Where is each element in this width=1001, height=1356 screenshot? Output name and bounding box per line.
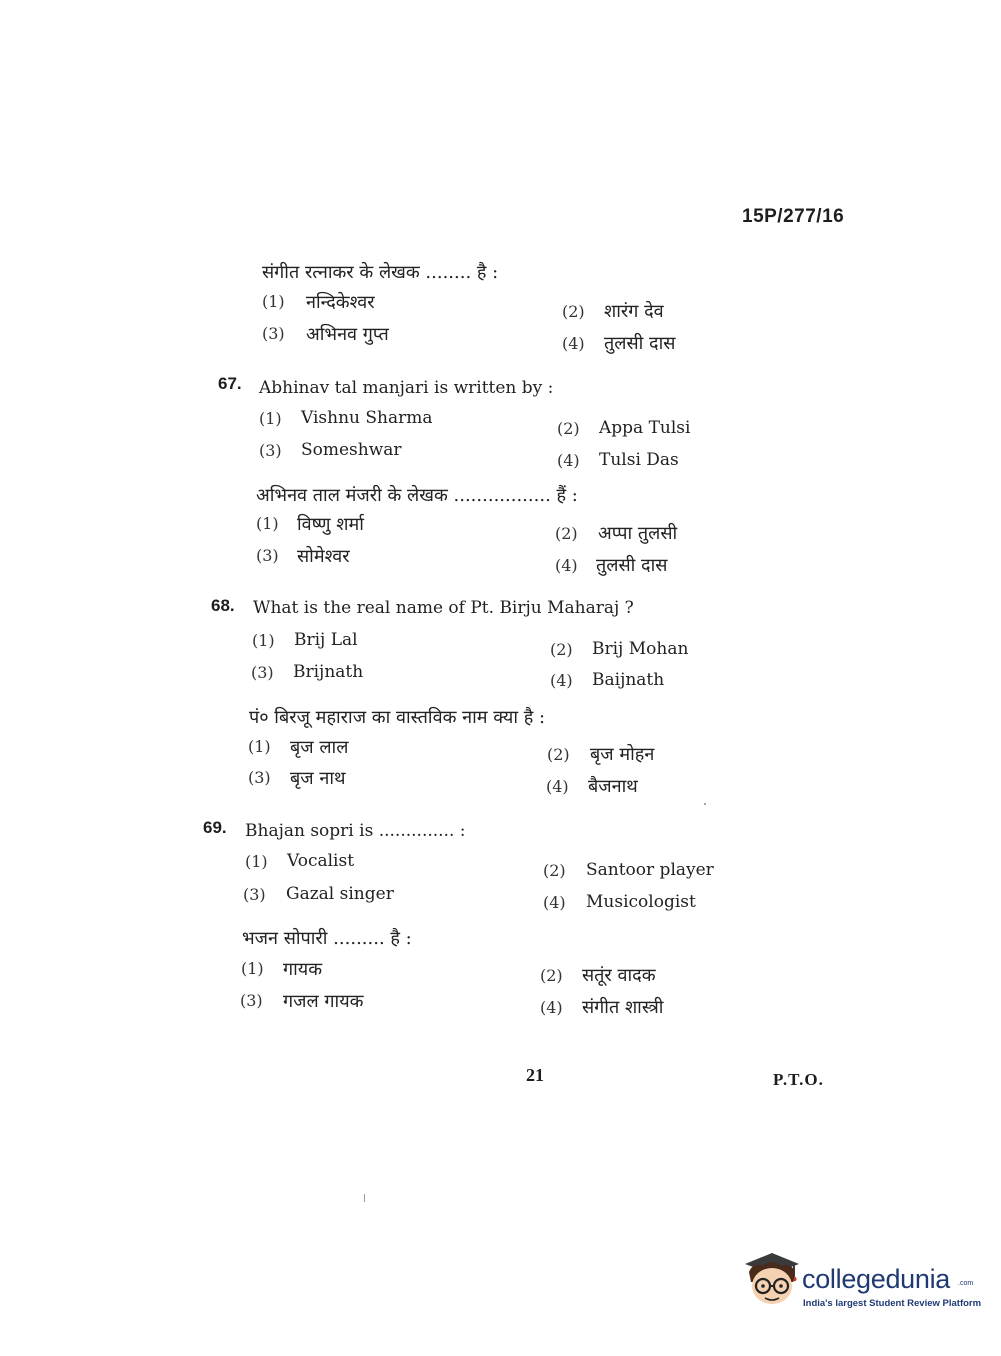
q66-hindi-opt3-num: (3) <box>262 324 285 343</box>
q68-hindi-opt2-text: बृज मोहन <box>590 744 655 765</box>
q69-hindi-text: भजन सोपारी ......... है : <box>242 928 412 949</box>
q67-opt4-text: Tulsi Das <box>599 450 679 470</box>
q69-text: Bhajan sopri is .............. : <box>245 821 466 841</box>
q67-hindi-opt2-text: अप्पा तुलसी <box>598 523 678 544</box>
scan-speck <box>704 803 706 805</box>
brand-tagline: India's largest Student Review Platform <box>803 1298 982 1309</box>
q66-hindi-opt2-text: शारंग देव <box>604 301 664 322</box>
q66-hindi-opt4-text: तुलसी दास <box>604 333 676 354</box>
q67-hindi-opt1-num: (1) <box>256 514 279 533</box>
q66-hindi-opt1-text: नन्दिकेश्वर <box>306 292 375 313</box>
q68-hindi-opt2-num: (2) <box>547 745 570 764</box>
q69-opt2-text: Santoor player <box>586 860 714 880</box>
q68-opt1-text: Brij Lal <box>294 630 358 650</box>
q68-hindi-opt4-text: बैजनाथ <box>588 776 638 797</box>
q67-hindi-opt1-text: विष्णु शर्मा <box>297 514 364 535</box>
pto-label: P.T.O. <box>773 1070 824 1089</box>
q69-opt1-num: (1) <box>245 852 268 871</box>
q67-hindi-opt4-num: (4) <box>555 556 578 575</box>
q69-hindi-opt1-num: (1) <box>241 959 264 978</box>
collegedunia-mascot-icon <box>741 1248 803 1310</box>
q68-opt3-text: Brijnath <box>293 662 364 682</box>
q67-opt3-num: (3) <box>259 441 282 460</box>
q69-hindi-opt2-num: (2) <box>540 966 563 985</box>
q69-number: 69. <box>203 818 227 837</box>
q67-opt2-text: Appa Tulsi <box>599 418 691 438</box>
q67-hindi-opt2-num: (2) <box>555 524 578 543</box>
q67-text: Abhinav tal manjari is written by : <box>259 378 554 398</box>
q67-opt1-num: (1) <box>259 409 282 428</box>
q68-opt2-text: Brij Mohan <box>592 639 689 659</box>
q69-opt2-num: (2) <box>543 861 566 880</box>
q66-hindi-opt3-text: अभिनव गुप्त <box>306 324 389 345</box>
page-number: 21 <box>526 1065 544 1085</box>
brand-name: collegedunia <box>802 1264 951 1294</box>
q69-opt4-num: (4) <box>543 893 566 912</box>
q67-number: 67. <box>218 374 242 393</box>
brand-suffix: .com <box>958 1280 974 1287</box>
q68-opt4-num: (4) <box>550 671 573 690</box>
paper-code: 15P/277/16 <box>742 206 845 227</box>
q67-opt3-text: Someshwar <box>301 440 402 460</box>
q69-hindi-opt4-text: संगीत शास्त्री <box>582 997 664 1018</box>
q66-hindi-opt4-num: (4) <box>562 334 585 353</box>
q67-opt2-num: (2) <box>557 419 580 438</box>
q68-hindi-opt3-num: (3) <box>248 768 271 787</box>
q68-hindi-opt1-text: बृज लाल <box>290 737 349 758</box>
q67-opt1-text: Vishnu Sharma <box>301 408 433 428</box>
q67-hindi-opt3-text: सोमेश्वर <box>297 546 350 567</box>
q69-opt1-text: Vocalist <box>287 851 355 871</box>
q68-hindi-opt3-text: बृज नाथ <box>290 768 346 789</box>
q66-hindi-text: संगीत रत्नाकर के लेखक ........ है : <box>262 262 499 283</box>
q69-hindi-opt3-num: (3) <box>240 991 263 1010</box>
q67-opt4-num: (4) <box>557 451 580 470</box>
q69-hindi-opt3-text: गजल गायक <box>283 991 364 1012</box>
q69-opt3-text: Gazal singer <box>286 884 394 904</box>
q66-hindi-opt1-num: (1) <box>262 292 285 311</box>
q68-hindi-text: पं० बिरजू महाराज का वास्तविक नाम क्या है : <box>249 707 546 728</box>
scan-mark <box>364 1194 365 1202</box>
q67-hindi-text: अभिनव ताल मंजरी के लेखक ................. हैं : <box>256 485 578 506</box>
q67-hindi-opt3-num: (3) <box>256 546 279 565</box>
q68-text: What is the real name of Pt. Birju Maharaj ? <box>253 598 634 618</box>
q69-hindi-opt2-text: सतूंर वादक <box>582 965 656 986</box>
q68-opt3-num: (3) <box>251 663 274 682</box>
q69-hindi-opt4-num: (4) <box>540 998 563 1017</box>
q69-opt4-text: Musicologist <box>586 892 696 912</box>
q68-hindi-opt4-num: (4) <box>546 777 569 796</box>
q68-opt2-num: (2) <box>550 640 573 659</box>
q69-hindi-opt1-text: गायक <box>283 959 323 980</box>
q68-opt1-num: (1) <box>252 631 275 650</box>
q69-opt3-num: (3) <box>243 885 266 904</box>
q67-hindi-opt4-text: तुलसी दास <box>596 555 668 576</box>
q68-number: 68. <box>211 596 235 615</box>
q68-opt4-text: Baijnath <box>592 670 665 690</box>
q66-hindi-opt2-num: (2) <box>562 302 585 321</box>
q68-hindi-opt1-num: (1) <box>248 737 271 756</box>
